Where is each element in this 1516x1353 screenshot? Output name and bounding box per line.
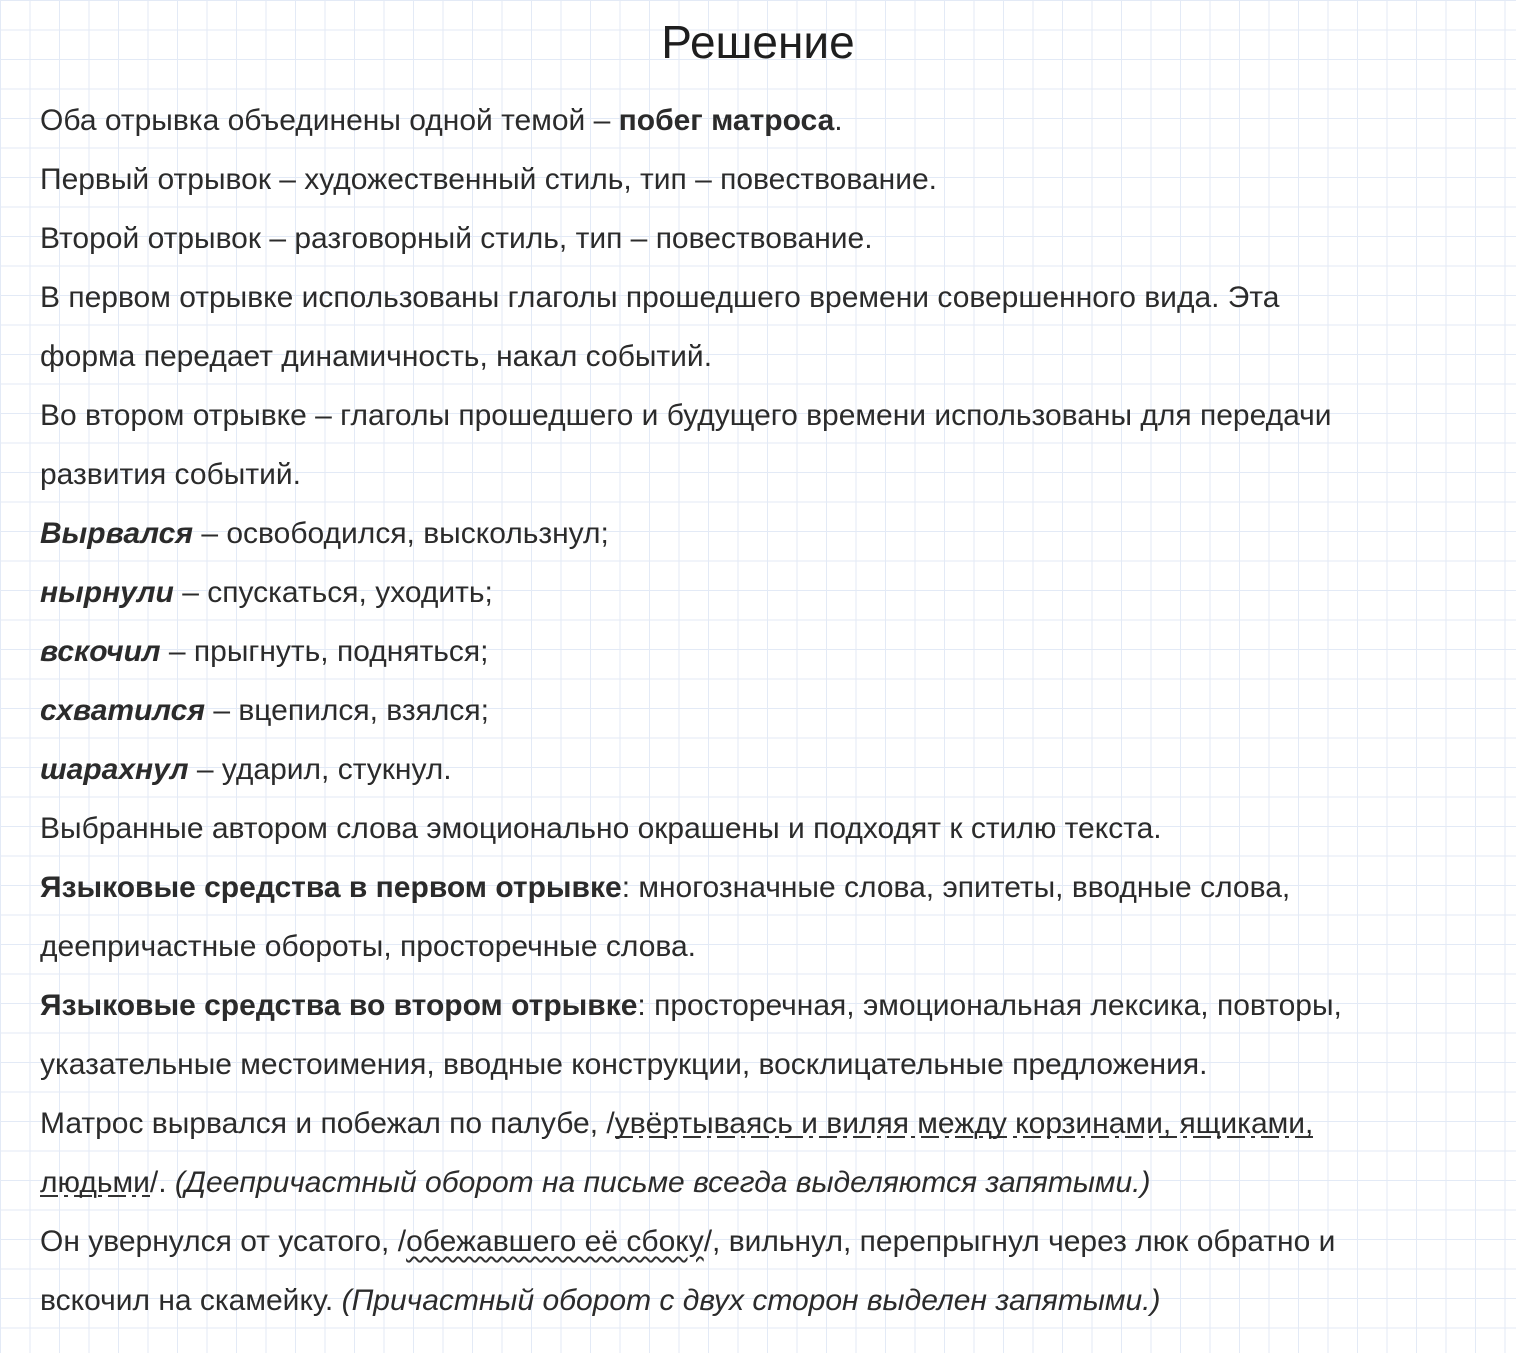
text-fragment: /, вильнул, перепрыгнул через люк обратно и [703,1225,1336,1258]
word-definition [40,740,1490,799]
text-fragment: : многозначные слова, эпитеты, вводные слова, [621,871,1291,904]
text-fragment: Оба отрывка объединены одной темой – [40,104,619,137]
defined-word: вскочил [40,635,161,668]
definition: – ударил, стукнул. [188,753,452,786]
solution-text [40,91,1490,1330]
defined-word: нырнули [40,576,174,609]
text-line: форма передает динамичность, накал событий. [40,340,713,373]
text-line [40,976,1490,1035]
text-fragment: /. [149,1166,175,1199]
participle-phrase-underlined: увёртываясь и виляя между корзинами, ящиками, [614,1107,1314,1140]
text-fragment: Матрос вырвался и побежал по палубе, / [40,1107,615,1140]
definition: – прыгнуть, подняться; [160,635,489,668]
text-fragment: Он увернулся от усатого, / [40,1225,407,1258]
bold-term: Языковые средства во втором отрывке [40,989,638,1022]
definition: – спускаться, уходить; [173,576,493,609]
text-line: Второй отрывок – разговорный стиль, тип – повествование. [40,222,873,255]
text-line: Во втором отрывке – глаголы прошедшего и будущего времени использованы для передачи [40,399,1332,432]
text-line [40,1094,1490,1153]
text-line [40,91,1490,150]
word-definition [40,563,1490,622]
text-line: Первый отрывок – художественный стиль, тип – повествование. [40,163,937,196]
text-line: развития событий. [40,458,301,491]
text-fragment: вскочил на скамейку. [40,1284,342,1317]
bold-term: Языковые средства в первом отрывке [40,871,622,904]
bold-term: побег матроса [618,104,835,137]
word-definition [40,504,1490,563]
defined-word: шарахнул [40,753,189,786]
text-line: Выбранные автором слова эмоционально окрашены и подходят к стилю текста. [40,812,1162,845]
text-line: деепричастные обороты, просторечные слова. [40,930,697,963]
defined-word: схватился [40,694,205,727]
text-fragment: : просторечная, эмоциональная лексика, повторы, [637,989,1342,1022]
word-definition [40,622,1490,681]
definition: – вцепился, взялся; [205,694,489,727]
text-line [40,1271,1490,1330]
explanation-note: (Деепричастный оборот на письме всегда выделяются запятыми.) [174,1166,1151,1199]
text-line [40,1212,1490,1271]
defined-word: Вырвался [40,517,194,550]
explanation-note: (Причастный оборот с двух сторон выделен запятыми.) [341,1284,1161,1317]
text-fragment: . [834,104,843,137]
text-line [40,1153,1490,1212]
definition: – освободился, выскользнул; [193,517,609,550]
word-definition [40,681,1490,740]
text-line [40,858,1490,917]
participle-phrase-underlined: людьми [40,1166,150,1199]
page-title: Решение [661,16,855,68]
text-line: В первом отрывке использованы глаголы прошедшего времени совершенного вида. Эта [40,281,1280,314]
text-line: указательные местоимения, вводные конструкции, восклицательные предложения. [40,1048,1208,1081]
participle-phrase-wavy: обежавшего её сбоку [406,1225,704,1258]
